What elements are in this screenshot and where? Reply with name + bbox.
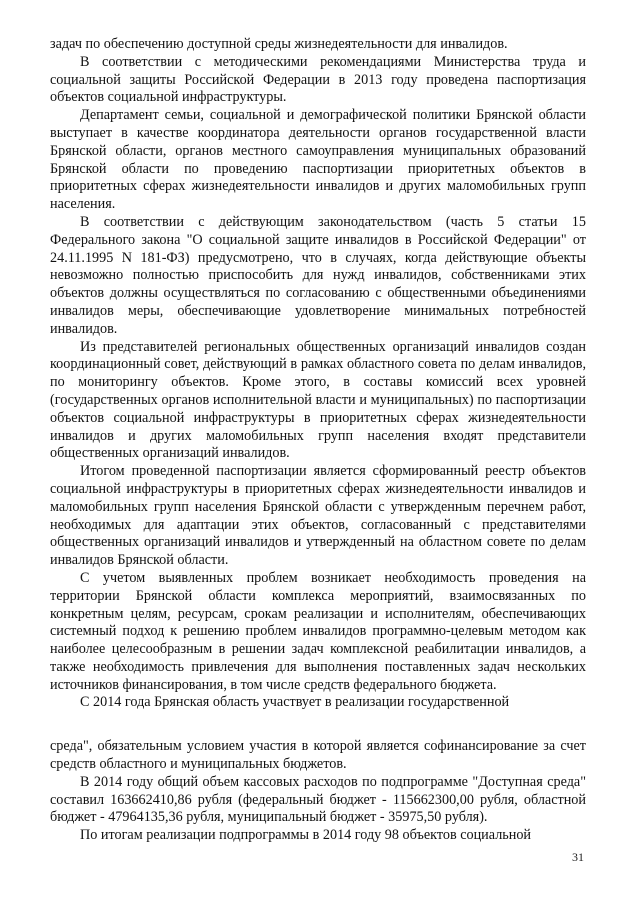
paragraph: Департамент семьи, социальной и демографической политики Брянской области выступает в качестве координатора деятельности органов государственной власти Брянской области, органов местного самоуправления муниципальных образований Брянской области по проведению паспортизации приоритетных объектов в приоритетных сферах жизнедеятельности инвалидов и других маломобильных групп населения.	[50, 107, 586, 213]
paragraph: Из представителей региональных общественных организаций инвалидов создан координационный совет, действующий в рамках областного совета по делам инвалидов, по мониторингу объектов. Кроме этого, в составы комиссий всех уровней (государственных органов исполнительной власти и муниципальных) по паспортизации объектов социальной инфраструктуры в приоритетных сферах жизнедеятельности инвалидов и других маломобильных групп населения входят представители общественных организаций инвалидов.	[50, 338, 586, 462]
paragraph: В 2014 году общий объем кассовых расходов по подпрограмме "Доступная среда" составил 163662410,86 рубля (федеральный бюджет - 115662300,00 рубля, областной бюджет - 47964135,36 рубля, муниципальный бюджет - 35975,50 рубля).	[50, 773, 586, 826]
paragraph: среда", обязательным условием участия в которой является софинансирование за счет средств областного и муниципальных бюджетов.	[50, 738, 586, 773]
paragraph: В соответствии с действующим законодательством (часть 5 статьи 15 Федерального закона "О социальной защите инвалидов в Российской Федерации" от 24.11.1995 N 181-ФЗ) предусмотрено, что в случаях, когда действующие объекты невозможно полностью приспособить для нужд инвалидов, собственниками этих объектов должны осуществляться по согласованию с общественными объединениями инвалидов меры, обеспечивающие удовлетворение минимальных потребностей инвалидов.	[50, 213, 586, 337]
page-number: 31	[572, 850, 584, 864]
paragraph: Итогом проведенной паспортизации является сформированный реестр объектов социальной инфраструктуры в приоритетных сферах жизнедеятельности инвалидов и маломобильных групп населения Брянской области с утвержденным перечнем работ, необходимых для адаптации этих объектов, согласованный с представителями общественных организаций инвалидов и утвержденный на областном совете по делам инвалидов Брянской области.	[50, 463, 586, 569]
paragraph: По итогам реализации подпрограммы в 2014 году 98 объектов социальной	[80, 827, 532, 844]
paragraph: С 2014 года Брянская область участвует в реализации государственной	[80, 694, 510, 711]
document-page	[50, 36, 586, 845]
paragraph: С учетом выявленных проблем возникает необходимость проведения на территории Брянской области комплекса мероприятий, взаимосвязанных по конкретным целям, ресурсам, срокам реализации и исполнителям, обеспечивающих системный подход к решению проблем инвалидов программно-целевым методом как наиболее целесообразным в решении задач комплексной реабилитации инвалидов, а также необходимость привлечения для выполнения поставленных задач нескольких источников финансирования, в том числе средств федерального бюджета.	[50, 569, 586, 693]
paragraph: задач по обеспечению доступной среды жизнедеятельности для инвалидов.	[50, 36, 508, 52]
paragraph: В соответствии с методическими рекомендациями Министерства труда и социальной защиты Российской Федерации в 2013 году проведена паспортизация объектов социальной инфраструктуры.	[50, 53, 586, 106]
paragraph-gap	[50, 712, 586, 738]
